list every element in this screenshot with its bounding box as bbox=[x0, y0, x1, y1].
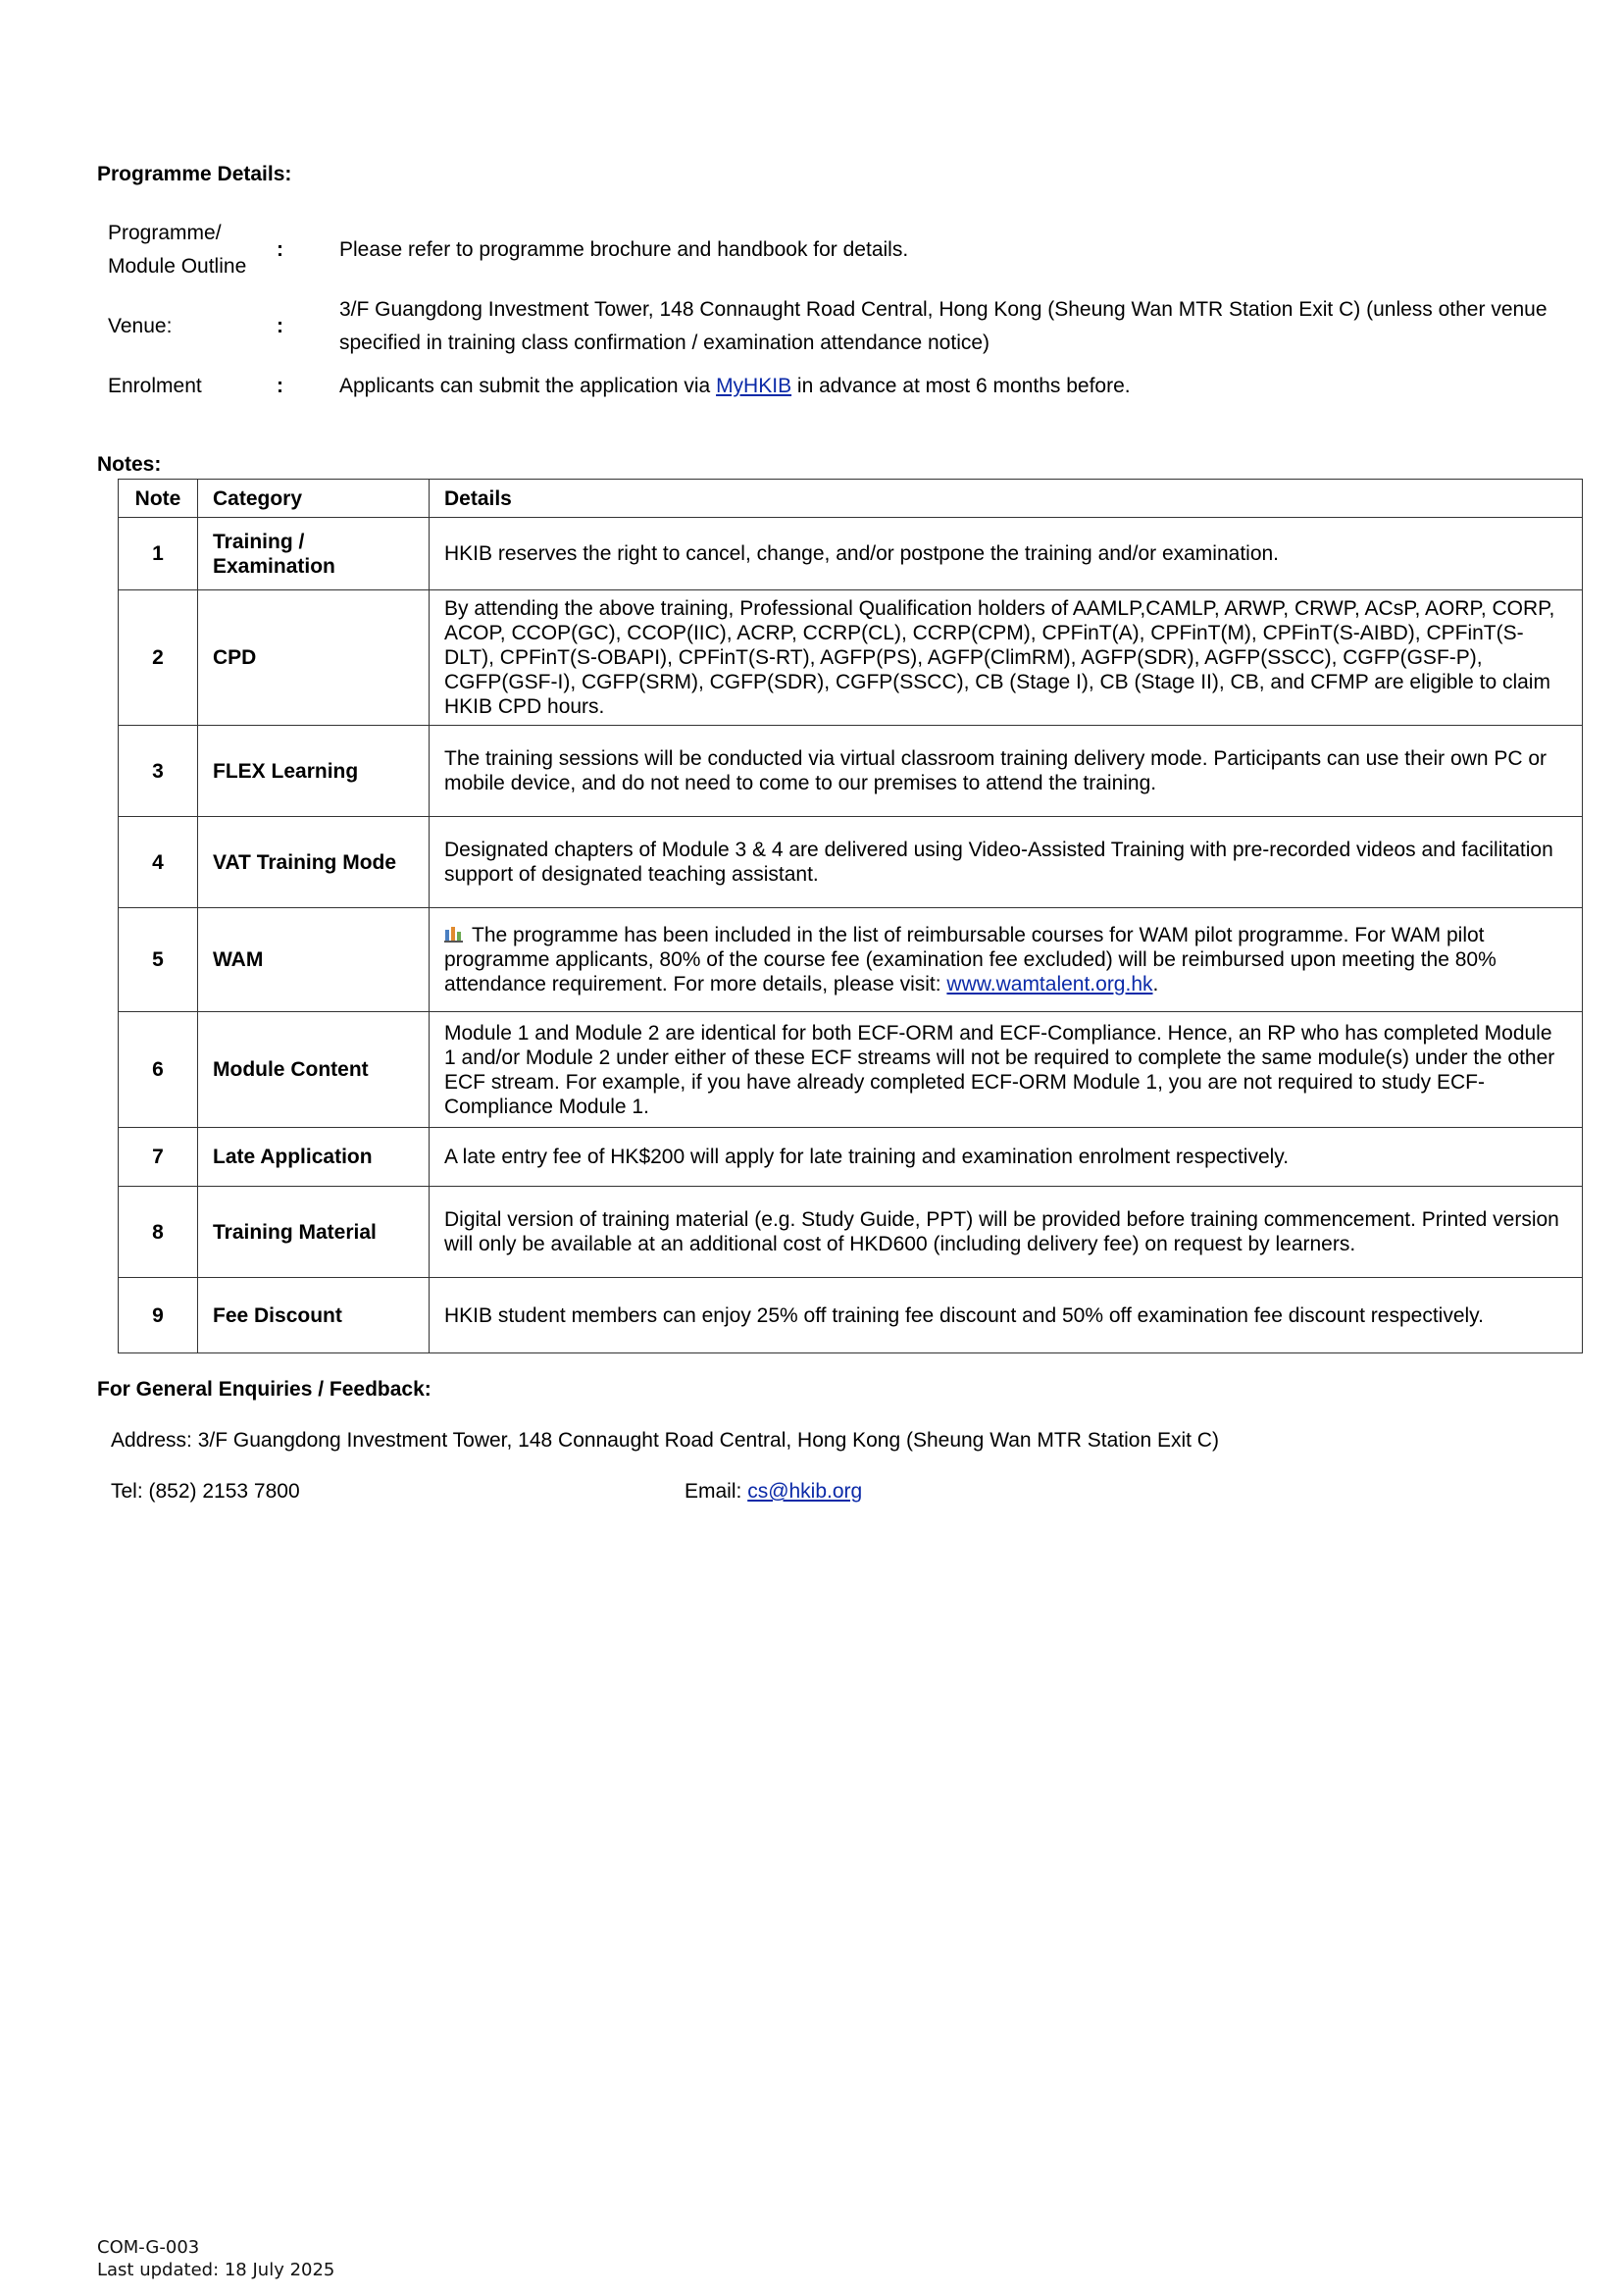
note-category: Late Application bbox=[198, 1128, 430, 1187]
enquiries-address: Address: 3/F Guangdong Investment Tower, 148 Connaught Road Central, Hong Kong (Sheung Wan MTR Station Exit C) bbox=[111, 1429, 1219, 1452]
note-number: 9 bbox=[119, 1278, 198, 1353]
note-category: CPD bbox=[198, 590, 430, 726]
venue-value: 3/F Guangdong Investment Tower, 148 Connaught Road Central, Hong Kong (Sheung Wan MTR Station Exit C) (unless other venue specified in training class confirmation / examination attendance notice) bbox=[339, 298, 1548, 354]
column-header-category: Category bbox=[198, 480, 430, 518]
table-row bbox=[119, 726, 1583, 817]
footer-code: COM-G-003 bbox=[97, 2237, 200, 2258]
note-details: HKIB reserves the right to cancel, change, and/or postpone the training and/or examination. bbox=[430, 518, 1583, 590]
enquiries-email bbox=[685, 1480, 862, 1504]
note-details: Designated chapters of Module 3 & 4 are delivered using Video-Assisted Training with pre-recorded videos and facilitation support of designated teaching assistant. bbox=[430, 817, 1583, 908]
note-number: 3 bbox=[119, 726, 198, 817]
note-category: FLEX Learning bbox=[198, 726, 430, 817]
programme-outline-value: Please refer to programme brochure and handbook for details. bbox=[339, 238, 909, 261]
table-row bbox=[119, 817, 1583, 908]
note-category: Fee Discount bbox=[198, 1278, 430, 1353]
colon: : bbox=[277, 375, 283, 397]
enquiries-heading: For General Enquiries / Feedback: bbox=[97, 1378, 431, 1401]
enrolment-value bbox=[339, 370, 1618, 413]
enrolment-text-before: Applicants can submit the application via bbox=[339, 375, 717, 397]
table-row bbox=[119, 1187, 1583, 1278]
table-row bbox=[119, 590, 1583, 726]
note-details: A late entry fee of HK$200 will apply for late training and examination enrolment respectively. bbox=[430, 1128, 1583, 1187]
note-details: Module 1 and Module 2 are identical for both ECF-ORM and ECF-Compliance. Hence, an RP who has completed Module 1 and/or Module 2 under either of these ECF streams will not be required to complete the same module(s) under the other ECF stream. For example, if you have already completed ECF-ORM Module 1, you are not required to study ECF-Compliance Module 1. bbox=[430, 1012, 1583, 1128]
programme-outline-label: Programme/ Module Outline bbox=[108, 222, 247, 278]
table-row bbox=[119, 1012, 1583, 1128]
note-number: 1 bbox=[119, 518, 198, 590]
venue-label: Venue: bbox=[108, 315, 173, 337]
notes-header-row bbox=[119, 480, 1583, 518]
wam-details-end: . bbox=[1152, 973, 1159, 995]
note-details: The training sessions will be conducted via virtual classroom training delivery mode. Participants can use their own PC or mobile device, and do not need to come to our premises to attend the training. bbox=[430, 726, 1583, 817]
note-number: 2 bbox=[119, 590, 198, 726]
notes-table bbox=[118, 479, 1583, 1353]
column-header-details: Details bbox=[430, 480, 1583, 518]
column-header-note: Note bbox=[119, 480, 198, 518]
note-details: HKIB student members can enjoy 25% off training fee discount and 50% off examination fee discount respectively. bbox=[430, 1278, 1583, 1353]
wamtalent-link[interactable]: www.wamtalent.org.hk bbox=[946, 973, 1153, 995]
note-details bbox=[430, 908, 1583, 1012]
enrolment-text-after: in advance at most 6 months before. bbox=[791, 375, 1131, 397]
note-category: Training Material bbox=[198, 1187, 430, 1278]
email-label: Email: bbox=[685, 1480, 748, 1503]
note-category: VAT Training Mode bbox=[198, 817, 430, 908]
footer-updated: Last updated: 18 July 2025 bbox=[97, 2260, 335, 2280]
colon: : bbox=[277, 315, 283, 337]
note-number: 6 bbox=[119, 1012, 198, 1128]
wam-logo-icon bbox=[444, 924, 464, 944]
note-number: 7 bbox=[119, 1128, 198, 1187]
programme-outline-row bbox=[108, 217, 1618, 293]
enrolment-row bbox=[108, 370, 1618, 413]
colon: : bbox=[277, 238, 283, 261]
note-number: 4 bbox=[119, 817, 198, 908]
note-number: 5 bbox=[119, 908, 198, 1012]
venue-row bbox=[108, 293, 1618, 370]
enquiries-tel: Tel: (852) 2153 7800 bbox=[111, 1480, 300, 1503]
note-category: WAM bbox=[198, 908, 430, 1012]
table-row bbox=[119, 908, 1583, 1012]
email-link[interactable]: cs@hkib.org bbox=[747, 1480, 863, 1503]
enrolment-label: Enrolment bbox=[108, 375, 202, 397]
table-row bbox=[119, 1278, 1583, 1353]
programme-details-table bbox=[108, 217, 1618, 413]
note-number: 8 bbox=[119, 1187, 198, 1278]
myhkib-link[interactable]: MyHKIB bbox=[716, 375, 792, 397]
programme-details-heading: Programme Details: bbox=[97, 163, 292, 185]
table-row bbox=[119, 1128, 1583, 1187]
note-category: Training / Examination bbox=[198, 518, 430, 590]
note-details: By attending the above training, Professional Qualification holders of AAMLP,CAMLP, ARWP, CRWP, ACsP, AORP, CORP, ACOP, CCOP(GC), CCOP(IIC), ACRP, CCRP(CL), CCRP(CPM), CPFinT(A), CPFinT(M), CPFinT(S-AIBD), CPFinT(S-DLT), CPFinT(S-OBAPI), CPFinT(S-RT), AGFP(PS), AGFP(ClimRM), AGFP(SDR), AGFP(SSCC), CGFP(GSF-P), CGFP(GSF-I), CGFP(SRM), CGFP(SDR), CGFP(SSCC), CB (Stage I), CB (Stage II), CB, and CFMP are eligible to claim HKIB CPD hours. bbox=[430, 590, 1583, 726]
table-row bbox=[119, 518, 1583, 590]
note-details: Digital version of training material (e.g. Study Guide, PPT) will be provided before training commencement. Printed version will only be available at an additional cost of HKD600 (including delivery fee) on request by learners. bbox=[430, 1187, 1583, 1278]
wam-details-text: The programme has been included in the list of reimbursable courses for WAM pilot programme. For WAM pilot programme applicants, 80% of the course fee (examination fee excluded) will be reimbursed upon meeting the 80% attendance requirement. For more details, please visit: bbox=[444, 924, 1497, 995]
note-category: Module Content bbox=[198, 1012, 430, 1128]
notes-heading: Notes: bbox=[97, 453, 162, 476]
